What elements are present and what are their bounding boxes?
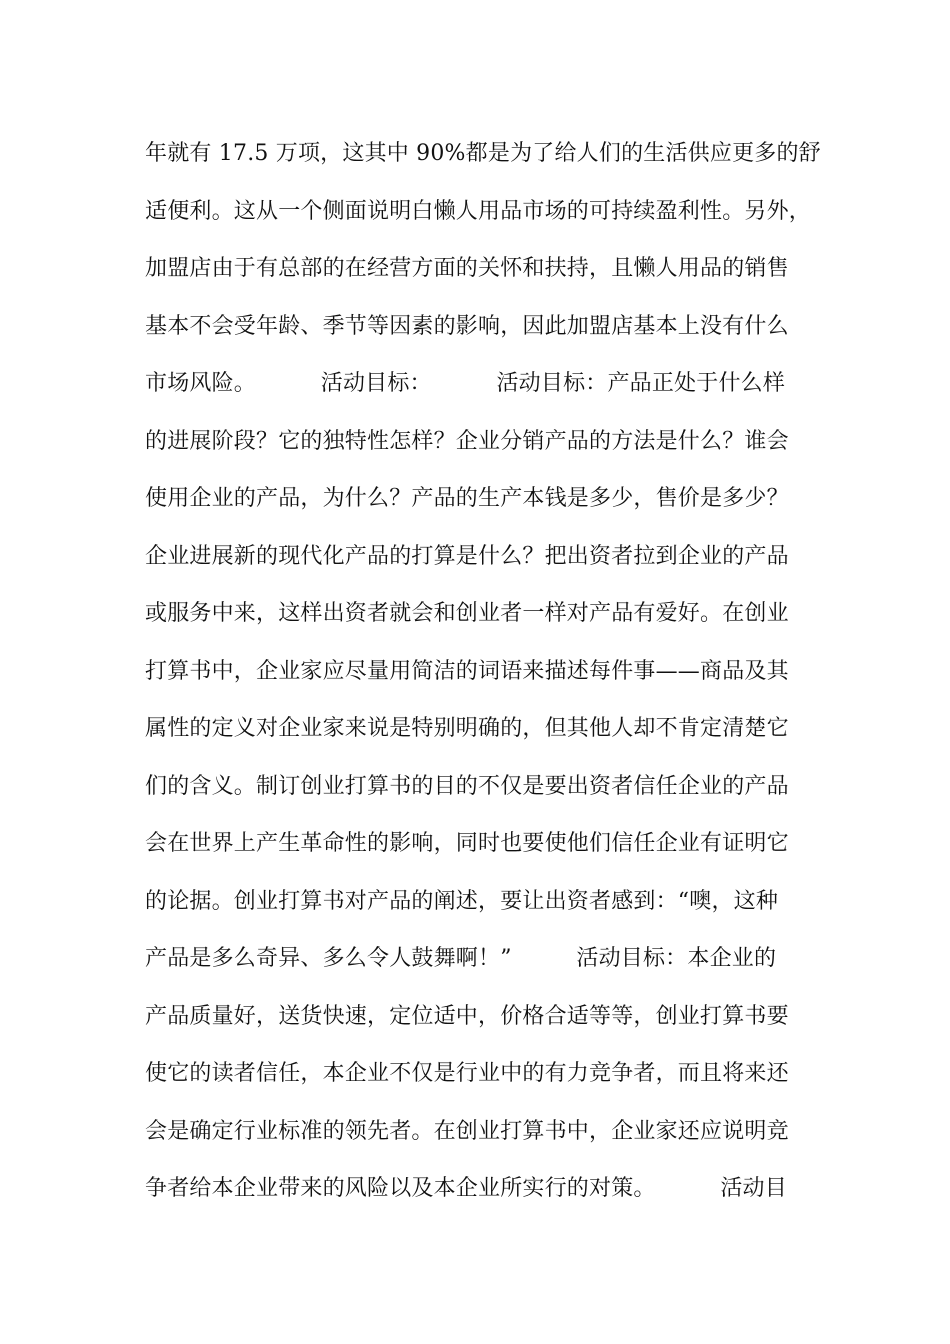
text-line: 加盟店由于有总部的在经营方面的关怀和扶持，且懒人用品的销售 <box>145 256 789 281</box>
text-line: 属性的定义对企业家来说是特别明确的，但其他人却不肯定清楚它 <box>145 716 789 741</box>
text-line: 产品质量好，送货快速，定位适中，价格合适等等，创业打算书要 <box>145 1003 789 1029</box>
text-line: 会是确定行业标准的领先者。在创业打算书中，企业家还应说明竞 <box>145 1118 789 1144</box>
text-line: 使它的读者信任，本企业不仅是行业中的有力竞争者，而且将来还 <box>145 1061 789 1086</box>
text-line: 会在世界上产生革命性的影响，同时也要使他们信任企业有证明它 <box>145 831 789 856</box>
text-line: 产品是多么奇异、多么令人鼓舞啊！” 活动目标：本企业的 <box>145 946 777 971</box>
text-line: 或服务中来，这样出资者就会和创业者一样对产品有爱好。在创业 <box>145 601 789 626</box>
text-line: 企业进展新的现代化产品的打算是什么？把出资者拉到企业的产品 <box>145 543 789 569</box>
body-text <box>145 130 821 1223</box>
text-line: 争者给本企业带来的风险以及本企业所实行的对策。 活动目 <box>145 1176 787 1201</box>
text-line: 基本不会受年龄、季节等因素的影响，因此加盟店基本上没有什么 <box>145 313 789 339</box>
text-line: 年就有 17.5 万项，这其中 90%都是为了给人们的生活供应更多的舒 <box>145 141 821 166</box>
text-line: 们的含义。制订创业打算书的目的不仅是要出资者信任企业的产品 <box>145 773 789 799</box>
text-line: 的论据。创业打算书对产品的阐述，要让出资者感到：“噢，这种 <box>145 888 779 914</box>
text-line: 市场风险。 活动目标： 活动目标：产品正处于什么样 <box>145 371 786 396</box>
text-line: 使用企业的产品，为什么？产品的生产本钱是多少，售价是多少？ <box>145 486 789 511</box>
text-line: 适便利。这从一个侧面说明白懒人用品市场的可持续盈利性。另外， <box>145 198 812 224</box>
text-line: 的进展阶段？它的独特性怎样？企业分销产品的方法是什么？谁会 <box>145 428 789 454</box>
text-line: 打算书中，企业家应尽量用简洁的词语来描述每件事——商品及其 <box>145 658 789 684</box>
